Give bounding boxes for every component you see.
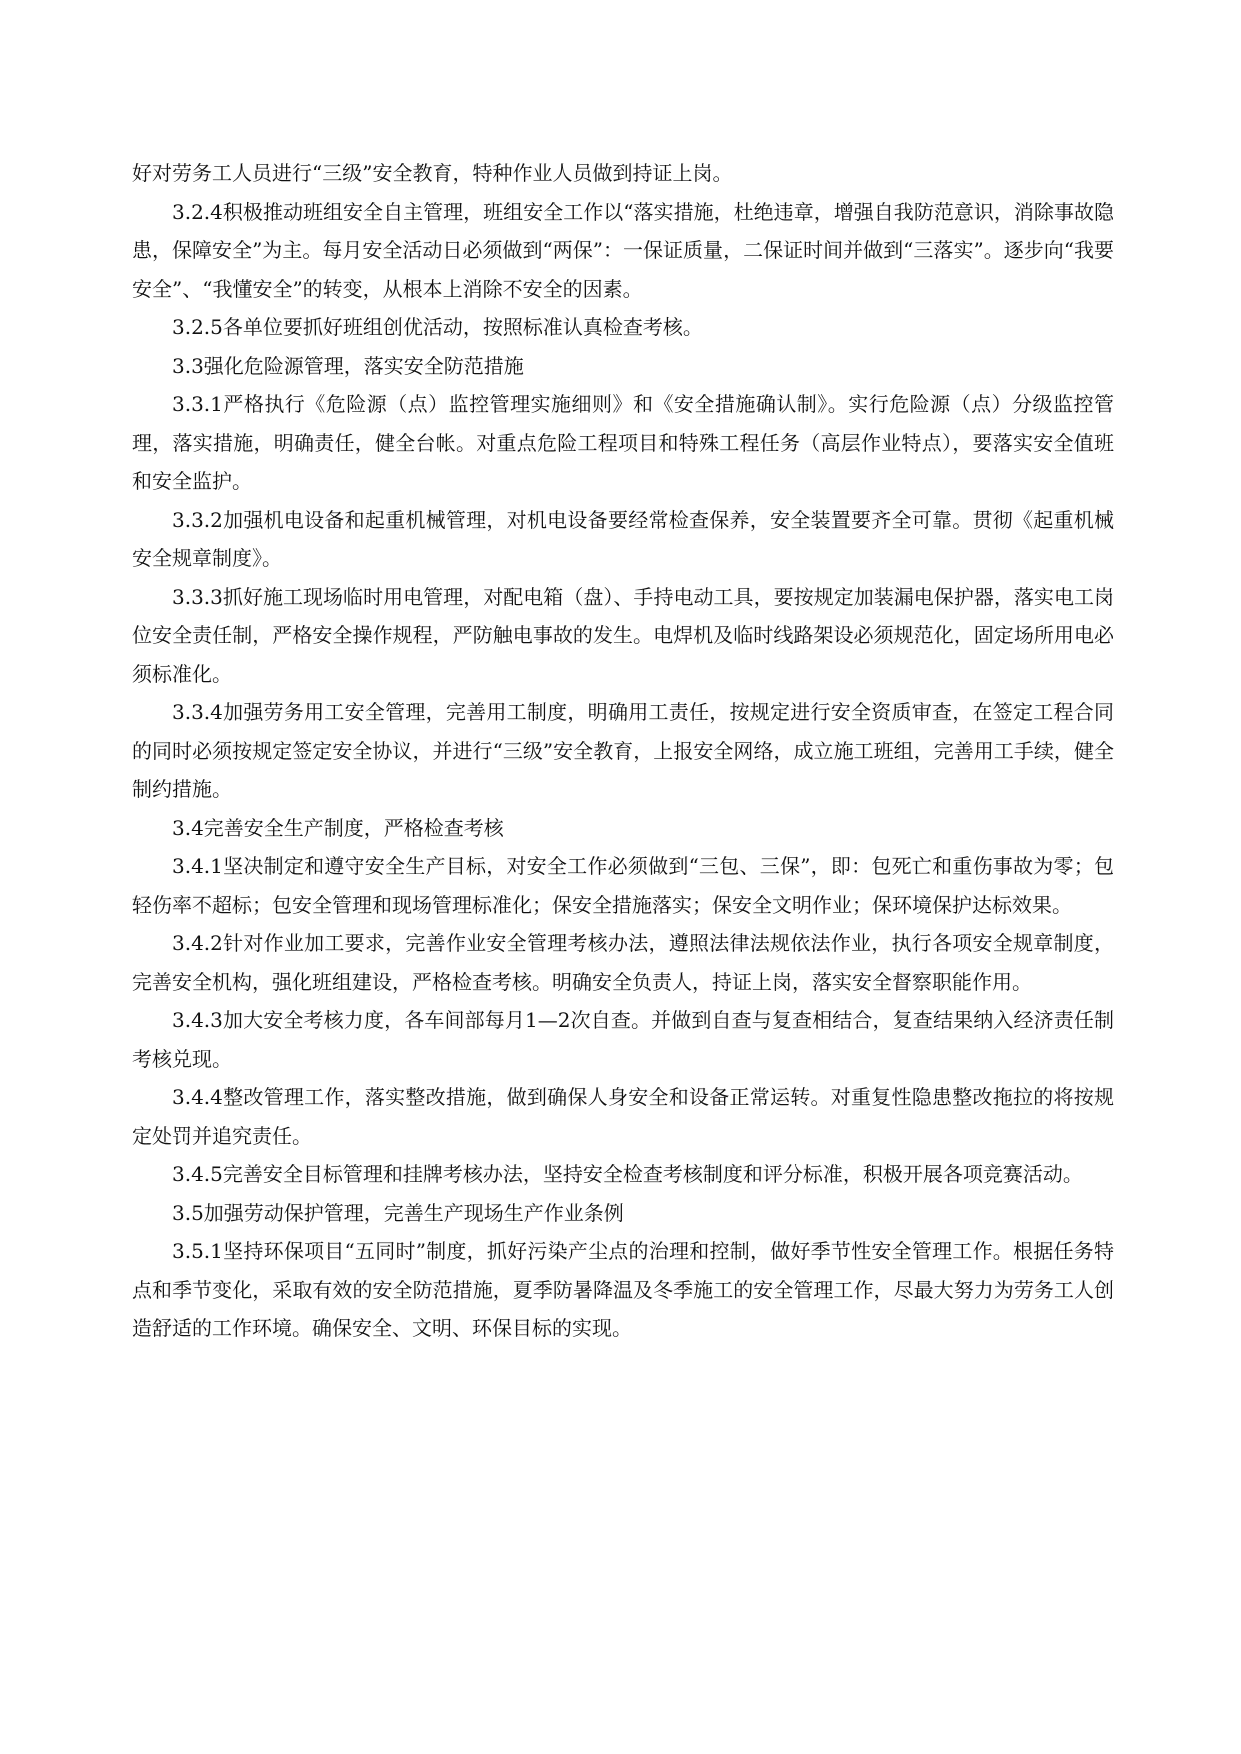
paragraph-3-5-1: 3.5.1坚持环保项目“五同时”制度，抓好污染产尘点的治理和控制，做好季节性安全管理工作。根据任务特点和季节变化，采取有效的安全防范措施，夏季防暑降温及冬季施工的安全管理工作，尽最大努力为劳务工人创造舒适的工作环境。确保安全、文明、环保目标的实现。 [132,1239,1114,1340]
paragraph-3-4-2: 3.4.2针对作业加工要求，完善作业安全管理考核办法，遵照法律法规依法作业，执行各项安全规章制度，完善安全机构，强化班组建设，严格检查考核。明确安全负责人，持证上岗，落实安全督察职能作用。 [132,931,1114,994]
paragraph-3-4-1: 3.4.1坚决制定和遵守安全生产目标，对安全工作必须做到“三包、三保”，即：包死亡和重伤事故为零；包轻伤率不超标；包安全管理和现场管理标准化；保安全措施落实；保安全文明作业；保环境保护达标效果。 [132,854,1114,917]
paragraph-3-2-5: 3.2.5各单位要抓好班组创优活动，按照标准认真检查考核。 [172,315,703,339]
paragraph-3-4-5: 3.4.5完善安全目标管理和挂牌考核办法，坚持安全检查考核制度和评分标准，积极开展各项竞赛活动。 [172,1162,1083,1186]
paragraph-3-3-2: 3.3.2加强机电设备和起重机械管理，对机电设备要经常检查保养，安全装置要齐全可靠。贯彻《起重机械安全规章制度》。 [132,507,1114,570]
section-heading-3-3: 3.3强化危险源管理，落实安全防范措施 [172,353,524,378]
paragraph-3-2-4: 3.2.4积极推动班组安全自主管理，班组安全工作以“落实措施，杜绝违章，增强自我防范意识，消除事故隐患，保障安全”为主。每月安全活动日必须做到“两保”：一保证质量，二保证时间并做到“三落实”。逐步向“我要安全”、“我懂安全”的转变，从根本上消除不安全的因素。 [132,199,1114,301]
paragraph-3-4-3: 3.4.3加大安全考核力度，各车间部每月1—2次自查。并做到自查与复查相结合，复查结果纳入经济责任制考核兑现。 [132,1008,1114,1071]
paragraph-continuation: 好对劳务工人员进行“三级”安全教育，特种作业人员做到持证上岗。 [132,161,733,185]
paragraph-3-3-4: 3.3.4加强劳务用工安全管理，完善用工制度，明确用工责任，按规定进行安全资质审查，在签定工程合同的同时必须按规定签定安全协议，并进行“三级”安全教育，上报安全网络，成立施工班组，完善用工手续，健全制约措施。 [132,700,1114,801]
section-heading-3-5: 3.5加强劳动保护管理，完善生产现场生产作业条例 [172,1200,624,1225]
section-heading-3-4: 3.4完善安全生产制度，严格检查考核 [172,815,504,840]
paragraph-3-3-1: 3.3.1严格执行《危险源（点）监控管理实施细则》和《安全措施确认制》。实行危险源（点）分级监控管理，落实措施，明确责任，健全台帐。对重点危险工程项目和特殊工程任务（高层作业特点），要落实安全值班和安全监护。 [132,392,1114,493]
document-page [132,154,1114,1348]
paragraph-3-3-3: 3.3.3抓好施工现场临时用电管理，对配电箱（盘）、手持电动工具，要按规定加装漏电保护器，落实电工岗位安全责任制，严格安全操作规程，严防触电事故的发生。电焊机及临时线路架设必须规范化，固定场所用电必须标准化。 [132,584,1114,686]
paragraph-3-4-4: 3.4.4整改管理工作，落实整改措施，做到确保人身安全和设备正常运转。对重复性隐患整改拖拉的将按规定处罚并追究责任。 [132,1085,1114,1148]
